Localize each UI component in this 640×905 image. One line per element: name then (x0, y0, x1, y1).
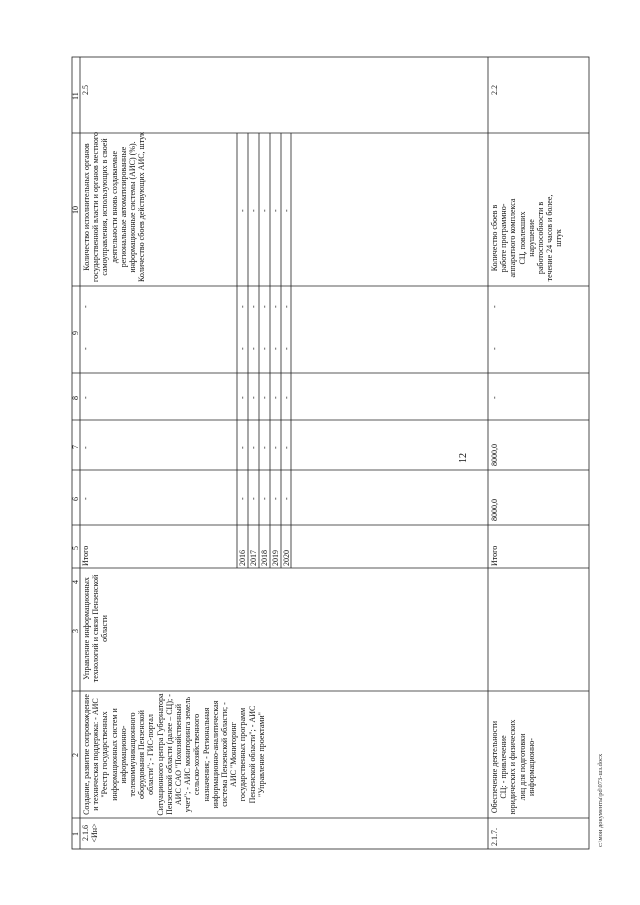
row1-year-value: - (249, 396, 258, 399)
row1-year-value: - (238, 446, 247, 449)
col-num-4: 4 (71, 580, 80, 584)
row2-col8: - (490, 347, 499, 350)
row1-year-value: - (260, 305, 269, 308)
row1-year-2020: 2020 (282, 550, 291, 566)
row2-col6: 8000,0 (490, 444, 499, 466)
row1-year-value: - (282, 446, 291, 449)
col-num-5: 5 (71, 546, 80, 550)
row1-year-value: - (249, 497, 258, 500)
row1-year-value: - (271, 396, 280, 399)
row1-indicator-2019: - (271, 209, 280, 212)
row1-year-value: - (282, 497, 291, 500)
row1-code: 2.1.6 <Ин> (81, 823, 100, 843)
row1-year-value: - (249, 347, 258, 350)
col-num-3: 3 (71, 629, 80, 633)
row1-year-value: - (282, 347, 291, 350)
row1-total-col5: - (81, 497, 90, 500)
row1-total-col9: - (81, 305, 90, 308)
footer-path: c:\мои документы\pd\073-шз.docx (597, 753, 604, 847)
row1-year-value: - (271, 497, 280, 500)
row1-year-value: - (271, 305, 280, 308)
row1-period-total: Итого (81, 545, 90, 566)
row2-col7: - (490, 396, 499, 399)
row1-year-value: - (260, 396, 269, 399)
row1-year-2016: 2016 (238, 550, 247, 566)
col-num-11: 11 (71, 92, 80, 100)
row2-indicator: Количество сбоев в работе программно-аппаратного комплекса СЦ, повлекших нарушение работоспособности в течение 24 часов и более, штук (490, 194, 564, 282)
row1-year-2018: 2018 (260, 550, 269, 566)
row1-year-value: - (271, 347, 280, 350)
col-num-10: 10 (71, 206, 80, 214)
row1-indicator-2018: - (260, 209, 269, 212)
row1-year-value: - (238, 396, 247, 399)
col-num-9: 9 (71, 331, 80, 335)
row2-measure: Обеспечение деятельности СЦ: - привлечение юридических и физических лиц для подготовки информационно- (490, 719, 536, 815)
row1-year-value: - (260, 446, 269, 449)
col-num-8: 8 (71, 396, 80, 400)
row2-period-total: Итого (490, 545, 499, 566)
row1-total-col8: - (81, 347, 90, 350)
row2-col9: - (490, 305, 499, 308)
row1-year-value: - (271, 446, 280, 449)
row2-col5: 8000,0 (490, 499, 499, 521)
row1-year-value: - (238, 305, 247, 308)
row1-measure: Создание, развитие сопровождение и техническая поддержка: - АИС "Реестр государственных информационных систем и информационно-телекоммуникационного оборудования Пензенской области"; - ГИС-портал Ситуационного центра Губернатора Пензенской области (далее – СЦ); - АИС САО "Похозяйственный учет"; - АИС мониторинга земель сельско-хозяйственного назначения; - Региональная информационно-аналитическая система Пензенской области; - АИС "Мониторинг государственных программ Пензенской области"; - АИС "Управление проектами" (82, 693, 266, 816)
col-num-2: 2 (71, 753, 80, 757)
row1-year-value: - (238, 347, 247, 350)
row2-code: 2.1.7. (490, 828, 499, 846)
col-num-1: 1 (71, 832, 80, 836)
row1-year-value: - (238, 497, 247, 500)
row1-indicator: Количество исполнительных органов государственной власти и органов местного самоуправления, использующих в своей деятельности вновь создаваемые региональные автоматизированные информационные системы (АИС) (%). Количество сбоев действующих АИС, штук (82, 132, 147, 282)
col-num-7: 7 (71, 445, 80, 449)
row1-total-col6: - (81, 446, 90, 449)
row1-total-col7: - (81, 396, 90, 399)
row2-link: 2.2 (490, 85, 499, 95)
row1-year-value: - (249, 305, 258, 308)
row1-year-2017: 2017 (249, 550, 258, 566)
page-number: 12 (458, 453, 469, 463)
col-num-6: 6 (71, 497, 80, 501)
row1-year-2019: 2019 (271, 550, 280, 566)
row1-year-value: - (249, 446, 258, 449)
row1-indicator-2017: - (249, 209, 258, 212)
row1-year-value: - (260, 497, 269, 500)
row1-indicator-2020: - (282, 209, 291, 212)
row1-link: 2.5 (81, 85, 90, 95)
row1-indicator-2016: - (238, 209, 247, 212)
row1-year-value: - (282, 396, 291, 399)
row1-year-value: - (260, 347, 269, 350)
row1-executor: Управление информационных технологий и связи Пензенской области (82, 574, 110, 683)
row1-year-value: - (282, 305, 291, 308)
